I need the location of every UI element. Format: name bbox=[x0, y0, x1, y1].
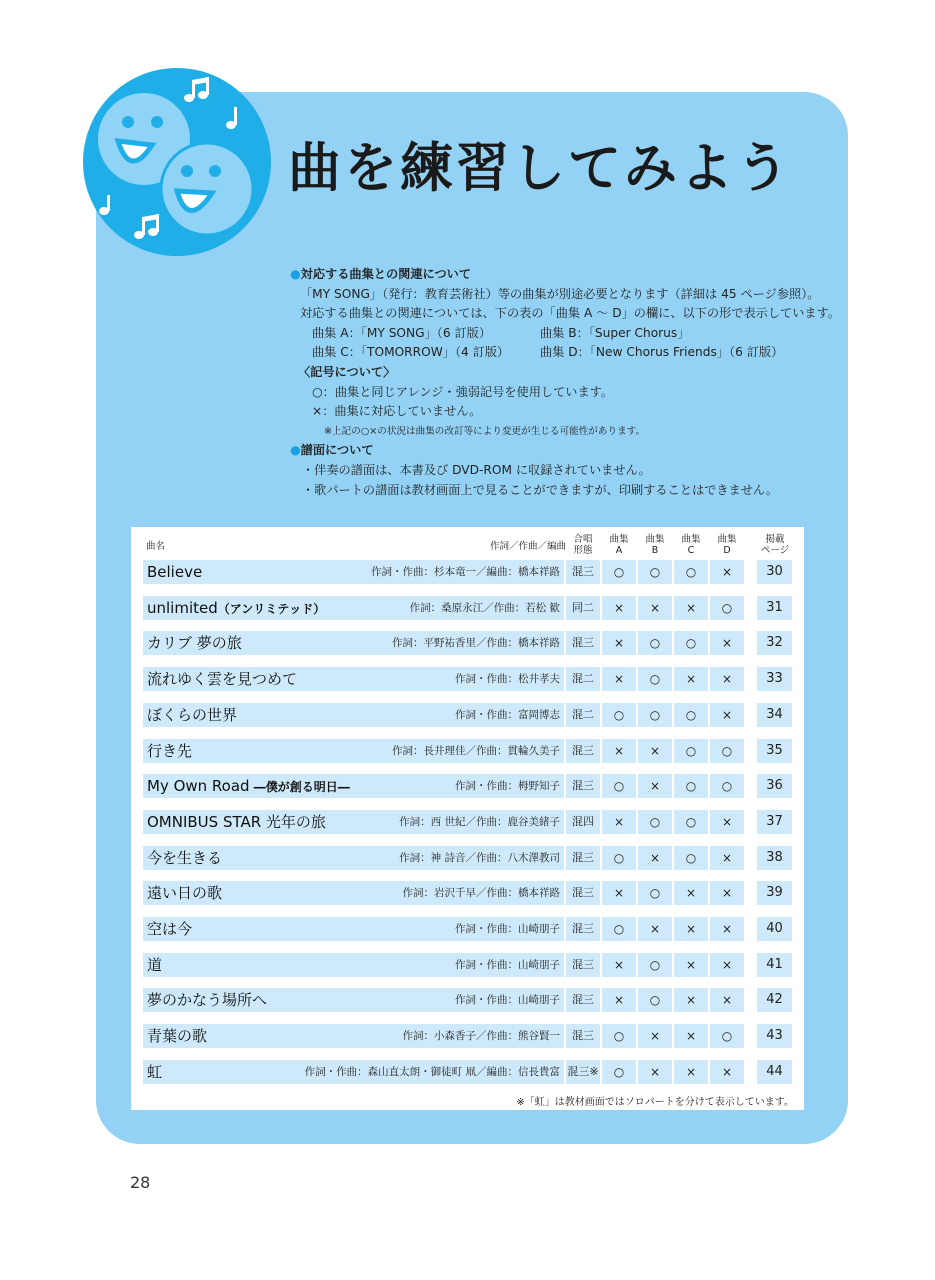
title-cell bbox=[143, 631, 564, 655]
page-number: 28 bbox=[130, 1173, 151, 1192]
symbol-circle-line: ○：曲集と同じアレンジ・強弱記号を使用しています。 bbox=[312, 384, 614, 399]
form-cell: 混三 bbox=[566, 739, 600, 763]
collection-d-cell: × bbox=[710, 953, 744, 977]
collection-d-cell: × bbox=[710, 1060, 744, 1084]
collection-d-cell: ○ bbox=[710, 739, 744, 763]
collection-d-cell: ○ bbox=[710, 1024, 744, 1048]
title-cell bbox=[143, 1060, 564, 1084]
collection-c-cell: × bbox=[674, 881, 708, 905]
form-cell: 混三 bbox=[566, 917, 600, 941]
collection-b-cell: ○ bbox=[638, 560, 672, 584]
header-form: 合唱 形態 bbox=[573, 534, 593, 556]
table-row bbox=[143, 881, 792, 905]
song-credit: 作詞：西 世紀／作曲：鹿谷美緒子 bbox=[399, 816, 560, 828]
collection-d: 曲集 D：「New Chorus Friends」（6 訂版） bbox=[540, 345, 784, 360]
header-collection-d: 曲集 D bbox=[717, 534, 737, 556]
collection-a-cell: × bbox=[602, 881, 636, 905]
collection-a-cell: × bbox=[602, 739, 636, 763]
collection-a: 曲集 A：「MY SONG」（6 訂版） bbox=[312, 325, 492, 340]
form-cell: 混三 bbox=[566, 1024, 600, 1048]
collection-b-cell: ○ bbox=[638, 988, 672, 1012]
section-heading-collections: ●対応する曲集との関連について bbox=[290, 267, 472, 281]
song-credit: 作詞・作曲：富岡博志 bbox=[455, 709, 560, 721]
collection-c-cell: × bbox=[674, 667, 708, 691]
score-line: ・伴奏の譜面は、本書及び DVD-ROM に収録されていません。 bbox=[302, 462, 651, 477]
page-cell: 39 bbox=[757, 881, 792, 905]
collection-c-cell: × bbox=[674, 953, 708, 977]
title-cell bbox=[143, 846, 564, 870]
collection-b-cell: × bbox=[638, 774, 672, 798]
form-cell: 混三 bbox=[566, 846, 600, 870]
collection-b-cell: × bbox=[638, 1024, 672, 1048]
page-cell: 34 bbox=[757, 703, 792, 727]
collection-c-cell: × bbox=[674, 988, 708, 1012]
table-row bbox=[143, 667, 792, 691]
page-cell: 35 bbox=[757, 739, 792, 763]
collection-c-cell: ○ bbox=[674, 846, 708, 870]
page-cell: 40 bbox=[757, 917, 792, 941]
page-cell: 32 bbox=[757, 631, 792, 655]
form-cell: 混三 bbox=[566, 774, 600, 798]
collection-d-cell: × bbox=[710, 703, 744, 727]
song-title: 行き先 bbox=[147, 742, 193, 760]
collection-a-cell: ○ bbox=[602, 703, 636, 727]
collection-d-cell: × bbox=[710, 667, 744, 691]
song-title: ぼくらの世界 bbox=[147, 706, 238, 724]
form-cell: 混三※ bbox=[566, 1060, 600, 1084]
page-cell: 42 bbox=[757, 988, 792, 1012]
song-credit: 作詞・作曲：山崎朋子 bbox=[455, 994, 560, 1006]
table-row bbox=[143, 988, 792, 1012]
title-cell bbox=[143, 988, 564, 1012]
symbol-cross-line: ×：曲集に対応していません。 bbox=[312, 404, 482, 419]
page-cell: 38 bbox=[757, 846, 792, 870]
collection-b-cell: ○ bbox=[638, 810, 672, 834]
form-cell: 混三 bbox=[566, 560, 600, 584]
collection-c-cell: × bbox=[674, 917, 708, 941]
header-collection-b: 曲集 B bbox=[645, 534, 665, 556]
page-cell: 41 bbox=[757, 953, 792, 977]
page-cell: 31 bbox=[757, 596, 792, 620]
form-cell: 混四 bbox=[566, 810, 600, 834]
collection-b-cell: × bbox=[638, 739, 672, 763]
page-cell: 30 bbox=[757, 560, 792, 584]
page-cell: 43 bbox=[757, 1024, 792, 1048]
form-cell: 混三 bbox=[566, 953, 600, 977]
song-credit: 作詞・作曲：栂野知子 bbox=[455, 780, 560, 792]
form-cell: 混三 bbox=[566, 631, 600, 655]
song-credit: 作詞・作曲：山崎朋子 bbox=[455, 959, 560, 971]
table-row bbox=[143, 810, 792, 834]
song-credit: 作詞：桑原永江／作曲：若松 歓 bbox=[409, 602, 560, 614]
collection-a-cell: × bbox=[602, 667, 636, 691]
symbols-heading: 〈記号について〉 bbox=[298, 364, 396, 379]
collection-c-cell: ○ bbox=[674, 739, 708, 763]
title-cell bbox=[143, 810, 564, 834]
collection-d-cell: × bbox=[710, 988, 744, 1012]
song-credit: 作詞：神 詩音／作曲：八木澤教司 bbox=[399, 852, 560, 864]
table-row bbox=[143, 917, 792, 941]
table-row bbox=[143, 1024, 792, 1048]
page-title: 曲を練習してみよう bbox=[288, 138, 792, 199]
collection-d-cell: × bbox=[710, 810, 744, 834]
collection-d-cell: ○ bbox=[710, 596, 744, 620]
form-cell: 混三 bbox=[566, 881, 600, 905]
title-cell bbox=[143, 703, 564, 727]
title-cell bbox=[143, 739, 564, 763]
form-cell: 混二 bbox=[566, 703, 600, 727]
collection-line bbox=[290, 343, 830, 363]
page-cell: 37 bbox=[757, 810, 792, 834]
collection-line bbox=[290, 324, 830, 344]
title-cell bbox=[143, 560, 564, 584]
collection-c-cell: ○ bbox=[674, 810, 708, 834]
header-page: 掲載 ページ bbox=[760, 534, 790, 556]
collection-a-cell: × bbox=[602, 988, 636, 1012]
header-credits: 作詞／作曲／編曲 bbox=[489, 541, 566, 552]
song-title: 流れゆく雲を見つめて bbox=[147, 670, 298, 688]
song-subtitle: （アンリミテッド） bbox=[217, 602, 326, 616]
collection-c-cell: ○ bbox=[674, 774, 708, 798]
collection-c-cell: × bbox=[674, 1024, 708, 1048]
collection-b-cell: ○ bbox=[638, 703, 672, 727]
song-credit: 作詞・作曲：森山直太朗・御徒町 凧／編曲：信長貴富 bbox=[304, 1066, 560, 1078]
table-row bbox=[143, 774, 792, 798]
collection-d-cell: × bbox=[710, 631, 744, 655]
collection-a-cell: ○ bbox=[602, 1024, 636, 1048]
collection-c-cell: ○ bbox=[674, 631, 708, 655]
collection-d-cell: × bbox=[710, 846, 744, 870]
singing-faces-icon bbox=[82, 67, 272, 257]
header-collection-c: 曲集 C bbox=[681, 534, 701, 556]
song-credit: 作詞・作曲：山崎朋子 bbox=[455, 923, 560, 935]
song-title: OMNIBUS STAR 光年の旅 bbox=[147, 813, 326, 831]
collection-d-cell: × bbox=[710, 560, 744, 584]
song-title: カリブ 夢の旅 bbox=[147, 634, 242, 652]
table-row bbox=[143, 703, 792, 727]
song-title: 空は今 bbox=[147, 920, 193, 938]
song-title: 夢のかなう場所へ bbox=[147, 991, 268, 1009]
table-row bbox=[143, 560, 792, 584]
title-cell bbox=[143, 881, 564, 905]
song-title: My Own Road ―僕が創る明日― bbox=[147, 777, 350, 795]
collection-a-cell: ○ bbox=[602, 917, 636, 941]
intro-text bbox=[290, 265, 840, 500]
title-cell bbox=[143, 667, 564, 691]
table-row bbox=[143, 596, 792, 620]
title-cell bbox=[143, 774, 564, 798]
collection-b-cell: × bbox=[638, 846, 672, 870]
table-footnote: ※「虹」は教材画面ではソロパートを分けて表示しています。 bbox=[516, 1097, 794, 1108]
collection-a-cell: × bbox=[602, 596, 636, 620]
title-cell bbox=[143, 596, 564, 620]
song-title: 今を生きる bbox=[147, 849, 223, 867]
page-cell: 36 bbox=[757, 774, 792, 798]
symbol-note: ※上記の○×の状況は曲集の改訂等により変更が生じる可能性があります。 bbox=[324, 425, 646, 437]
song-credit: 作詞・作曲：松井孝夫 bbox=[455, 673, 560, 685]
form-cell: 混二 bbox=[566, 667, 600, 691]
collection-b-cell: × bbox=[638, 917, 672, 941]
song-title: 遠い日の歌 bbox=[147, 884, 223, 902]
table-row bbox=[143, 631, 792, 655]
table-row bbox=[143, 1060, 792, 1084]
table-row bbox=[143, 846, 792, 870]
collection-a-cell: × bbox=[602, 631, 636, 655]
song-credit: 作詞：岩沢千早／作曲：橋本祥路 bbox=[402, 887, 560, 899]
collection-b-cell: ○ bbox=[638, 667, 672, 691]
collection-a-cell: ○ bbox=[602, 560, 636, 584]
section-heading-score: ●譜面について bbox=[290, 443, 374, 458]
collection-b-cell: × bbox=[638, 596, 672, 620]
song-title: 道 bbox=[147, 956, 163, 974]
form-cell: 混三 bbox=[566, 988, 600, 1012]
song-title: unlimited（アンリミテッド） bbox=[147, 599, 326, 617]
title-cell bbox=[143, 953, 564, 977]
collection-a-cell: × bbox=[602, 953, 636, 977]
collection-d-cell: × bbox=[710, 881, 744, 905]
song-credit: 作詞：長井理佳／作曲：貫輪久美子 bbox=[392, 745, 560, 757]
title-cell bbox=[143, 1024, 564, 1048]
header-title: 曲名 bbox=[146, 541, 166, 552]
song-title: Believe bbox=[147, 563, 203, 581]
header-collection-a: 曲集 A bbox=[609, 534, 629, 556]
song-subtitle: ―僕が創る明日― bbox=[249, 780, 350, 794]
collection-b-cell: ○ bbox=[638, 631, 672, 655]
collection-a-cell: ○ bbox=[602, 774, 636, 798]
title-cell bbox=[143, 917, 564, 941]
collection-a-cell: ○ bbox=[602, 846, 636, 870]
score-line: ・歌パートの譜面は教材画面上で見ることができますが、印刷することはできません。 bbox=[302, 482, 779, 497]
intro-line: 対応する曲集との関連については、下の表の「曲集 A ～ D」の欄に、以下の形で表示しています。 bbox=[300, 306, 840, 321]
table-row bbox=[143, 739, 792, 763]
form-cell: 同二 bbox=[566, 596, 600, 620]
collection-b-cell: × bbox=[638, 1060, 672, 1084]
collection-c-cell: × bbox=[674, 596, 708, 620]
intro-line: 「MY SONG」（発行：教育芸術社）等の曲集が別途必要となります（詳細は 45 ページ参照）。 bbox=[300, 286, 820, 301]
collection-c-cell: ○ bbox=[674, 560, 708, 584]
collection-b-cell: ○ bbox=[638, 881, 672, 905]
collection-c: 曲集 C：「TOMORROW」（4 訂版） bbox=[312, 345, 510, 360]
collection-a-cell: × bbox=[602, 810, 636, 834]
song-title: 青葉の歌 bbox=[147, 1027, 208, 1045]
song-credit: 作詞・作曲：杉本竜一／編曲：橋本祥路 bbox=[371, 566, 560, 578]
collection-b: 曲集 B：「Super Chorus」 bbox=[540, 325, 690, 340]
page-cell: 33 bbox=[757, 667, 792, 691]
collection-c-cell: ○ bbox=[674, 703, 708, 727]
song-title: 虹 bbox=[147, 1063, 163, 1081]
page-cell: 44 bbox=[757, 1060, 792, 1084]
collection-d-cell: ○ bbox=[710, 774, 744, 798]
table-row bbox=[143, 953, 792, 977]
song-credit: 作詞：平野祐香里／作曲：橋本祥路 bbox=[392, 637, 560, 649]
song-credit: 作詞：小森香子／作曲：熊谷賢一 bbox=[402, 1030, 560, 1042]
collection-a-cell: ○ bbox=[602, 1060, 636, 1084]
collection-d-cell: × bbox=[710, 917, 744, 941]
collection-c-cell: × bbox=[674, 1060, 708, 1084]
collection-b-cell: ○ bbox=[638, 953, 672, 977]
